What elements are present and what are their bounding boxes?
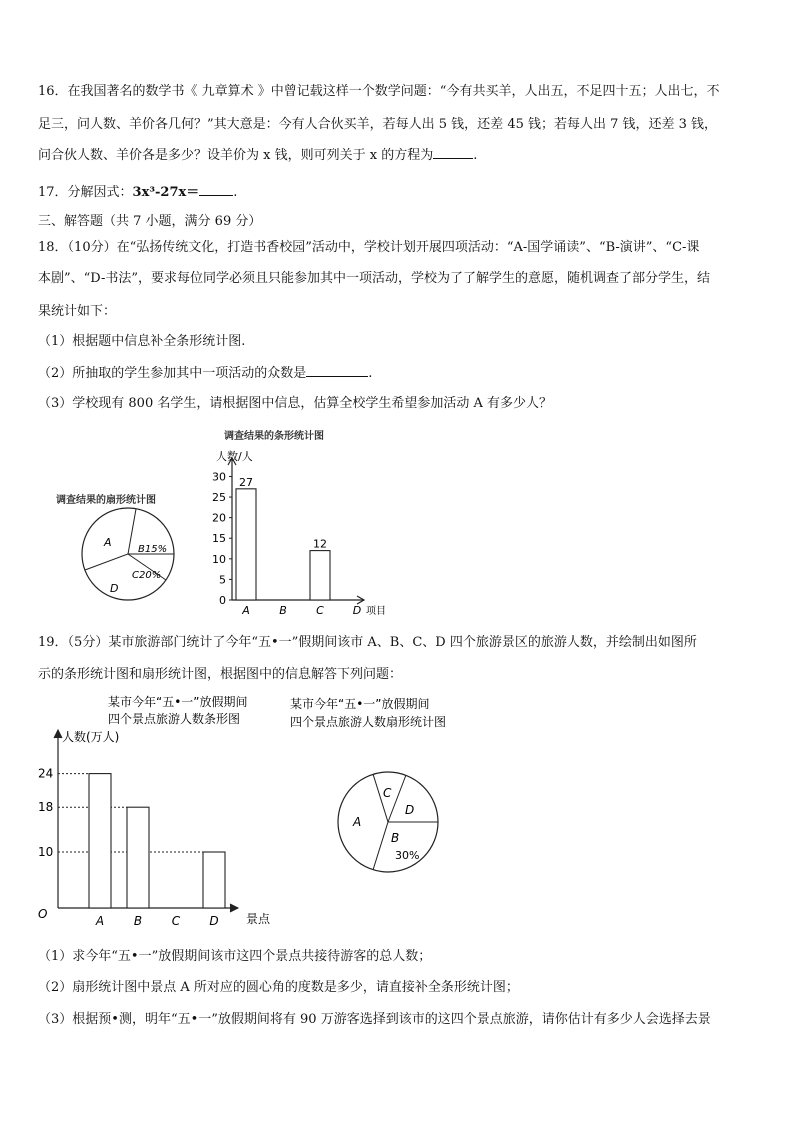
- q19-x-tick-label: D: [209, 914, 219, 928]
- q19-bar-ylabel: 人数(万人): [62, 730, 120, 744]
- q17-expression: 3x³-27x＝: [132, 185, 200, 200]
- q18-line3: 果统计如下：: [38, 304, 117, 319]
- q18-y-tick-label: 10: [212, 552, 226, 566]
- q18-bar-chart: [196, 424, 416, 620]
- q18-y-tick-label: 25: [212, 491, 226, 505]
- q19-y-tick-label: 24: [38, 766, 54, 781]
- q18-pie-title: 调查结果的扇形统计图: [56, 495, 156, 506]
- q18-line2: 本剧”、“D-书法”，要求每位同学必须且只能参加其中一项活动，学校为了了解学生的意愿，随机调查了部分学生，结: [38, 271, 710, 286]
- q19-bar: [89, 774, 111, 908]
- q18-pie-chart: [50, 488, 200, 610]
- q19-x-axis-arrow: [230, 904, 238, 912]
- q18-pie-label-d: D: [110, 582, 119, 595]
- q18-bar: [310, 551, 330, 600]
- q19-pie-label-d: D: [405, 803, 415, 817]
- q18-line1: 18．（10分）在“弘扬传统文化，打造书香校园”活动中，学校计划开展四项活动：“A-国学诵读”、“B-演讲”、“C-课: [38, 240, 700, 255]
- q19-line2: 示的条形统计图和扇形统计图，根据图中的信息解答下列问题：: [38, 667, 403, 682]
- q19-x-tick-label: C: [171, 914, 181, 928]
- q19-pie-label-c: C: [383, 786, 392, 800]
- q19-y-tick-label: 18: [38, 800, 54, 815]
- q18-bar: [236, 489, 256, 600]
- q19-sub2: （2）扇形统计图中景点 A 所对应的圆心角的度数是多少，请直接补全条形统计图；: [38, 980, 519, 995]
- q19-pie-radius-4: [373, 822, 388, 870]
- q18-pie-label-b: B15%: [138, 544, 168, 555]
- q16-line3: 问合伙人数、羊价各是多少？设羊价为 x 钱，则可列关于 x 的方程为 .: [38, 148, 478, 163]
- q18-x-tick-label: A: [242, 604, 250, 617]
- q16-answer-blank: [433, 146, 473, 159]
- q18-pie-label-c: C20%: [132, 570, 162, 581]
- q18-sub2: （2）所抽取的学生参加其中一项活动的众数是 .: [38, 366, 373, 381]
- q17-answer-blank: [199, 183, 233, 196]
- q18-x-tick-label: B: [279, 604, 287, 617]
- q19-sub1: （1）求今年“五•一”放假期间该市这四个景点共接待游客的总人数；: [38, 949, 432, 964]
- q19-x-tick-label: A: [95, 914, 105, 928]
- q19-bar-title-2: 四个景点旅游人数条形图: [108, 712, 241, 726]
- q18-y-tick-label: 20: [212, 511, 226, 525]
- q19-line1: 19．（5分）某市旅游部门统计了今年“五•一”假期间该市 A、B、C、D 四个旅游景区的旅游人数，并绘制出如图所: [38, 635, 697, 650]
- q18-y-tick-label: 0: [219, 594, 226, 607]
- q18-sub2-text: （2）所抽取的学生参加其中一项活动的众数是: [38, 366, 307, 381]
- q19-bar: [127, 807, 149, 908]
- q18-x-tick-label: D: [352, 604, 362, 617]
- q19-pie-label-b-percent: 30%: [395, 849, 420, 862]
- q19-pie-title-1: 某市今年“五•一”放假期间: [290, 697, 430, 711]
- q19-pie-chart: [285, 690, 485, 890]
- q18-y-tick-label: 30: [212, 470, 226, 484]
- q18-pie-radius-2: [128, 509, 136, 554]
- q19-sub3: （3）根据预•测，明年“五•一”放假期间将有 90 万游客选择到该市的这四个景点旅游，请你估计有多少人会选择去景: [38, 1012, 711, 1027]
- q19-bar-xlabel: 景点: [246, 912, 271, 926]
- q18-bar-title: 调查结果的条形统计图: [224, 431, 324, 442]
- q18-y-tick-label: 15: [212, 532, 226, 546]
- q19-pie-label-b: B: [391, 831, 400, 845]
- q17: 17．分解因式：3x³-27x＝ .: [38, 185, 238, 200]
- q19-y-tick-label: 10: [38, 845, 54, 859]
- q18-bar-xlabel: 项目: [366, 606, 386, 617]
- q19-pie-title-2: 四个景点旅游人数扇形统计图: [290, 715, 447, 729]
- q18-x-tick-label: C: [316, 604, 324, 617]
- q18-bar-data-label: 27: [239, 475, 253, 489]
- q18-y-tick-label: 5: [219, 573, 226, 587]
- q19-x-tick-label: B: [133, 914, 143, 928]
- q19-bar-title-1: 某市今年“五•一”放假期间: [108, 695, 248, 709]
- q18-pie-label-a: A: [104, 536, 112, 549]
- q18-sub3: （3）学校现有 800 名学生，请根据图中信息，估算全校学生希望参加活动 A 有多少人？: [38, 396, 553, 411]
- section-heading: 三、解答题（共 7 小题，满分 69 分）: [38, 214, 262, 229]
- q16-line2: 足三，问人数、羊价各几何？”其大意是：今有人合伙买羊，若每人出 5 钱，还差 45 钱；若每人出 7 钱，还差 3 钱，: [38, 117, 718, 132]
- q19-bar: [203, 852, 225, 908]
- q18-bar-data-label: 12: [313, 537, 327, 551]
- q19-y-axis-arrow: [54, 730, 62, 738]
- q17-prefix: 17．分解因式：: [38, 185, 133, 200]
- q16-line1: 16．在我国著名的数学书《 九章算术 》中曾记载这样一个数学问题：“今有共买羊，人出五，不足四十五；人出七，不: [38, 84, 720, 99]
- q19-bar-origin: O: [38, 907, 48, 921]
- q18-answer-blank: [306, 364, 368, 377]
- q18-sub1: （1）根据题中信息补全条形统计图.: [38, 334, 246, 349]
- q19-pie-label-a: A: [353, 815, 362, 829]
- q18-pie-radius-4: [85, 554, 128, 570]
- q16-line3-text: 问合伙人数、羊价各是多少？设羊价为 x 钱，则可列关于 x 的方程为: [38, 148, 434, 163]
- q19-bar-chart: [30, 690, 290, 930]
- q18-bar-ylabel: 人数/人: [216, 450, 253, 463]
